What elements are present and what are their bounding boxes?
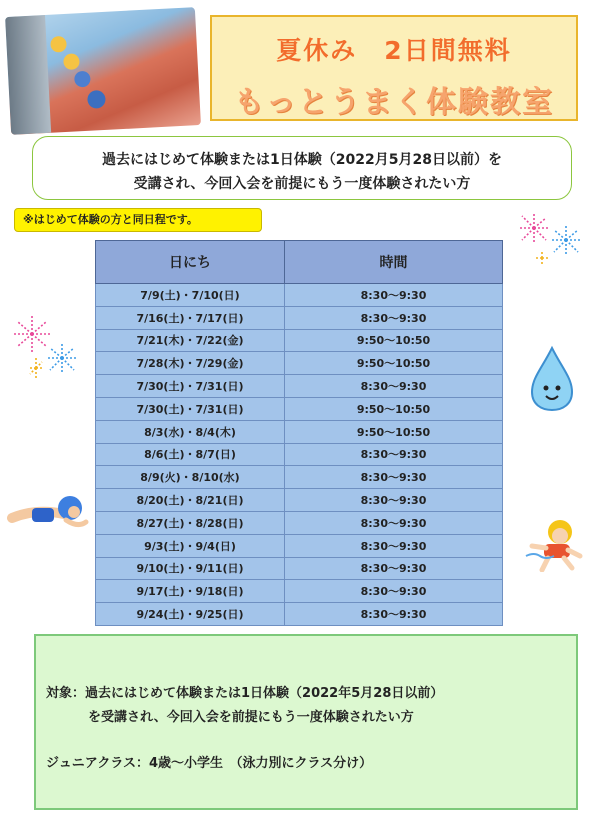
time-cell: 9:50～10:50 [285,352,503,375]
table-row [96,557,503,580]
junior-class-info: ジュニアクラス：4歳～小学生 （泳力別にクラス分け） [46,756,373,771]
title-banner [210,15,578,121]
fireworks-icon [10,312,82,384]
target-line-2: を受講され、今回入会を前提にもう一度体験されたい方 [88,710,414,725]
date-cell: 7/28(木)・7/29(金) [96,352,285,375]
table-header-row [96,241,503,284]
date-cell: 8/20(土)・8/21(日) [96,489,285,512]
date-cell: 7/16(土)・7/17(日) [96,306,285,329]
title-line-1: 夏休み 2日間無料 [276,36,512,65]
water-drop-mascot-icon [528,344,576,414]
date-cell: 7/9(土)・7/10(日) [96,284,285,307]
time-cell: 9:50～10:50 [285,420,503,443]
schedule-note: ※はじめて体験の方と同日程です。 [14,208,262,232]
pool-edge [5,15,51,135]
time-cell: 8:30～9:30 [285,284,503,307]
child-figure [74,71,91,88]
table-row [96,284,503,307]
time-cell: 8:30～9:30 [285,443,503,466]
time-cell: 8:30～9:30 [285,375,503,398]
date-cell: 7/30(土)・7/31(日) [96,397,285,420]
time-cell: 8:30～9:30 [285,511,503,534]
child-figure [87,90,106,109]
time-cell: 8:30～9:30 [285,306,503,329]
date-cell: 7/21(木)・7/22(金) [96,329,285,352]
time-cell: 8:30～9:30 [285,580,503,603]
intro-box [32,136,572,200]
time-cell: 9:50～10:50 [285,329,503,352]
table-row [96,580,503,603]
time-cell: 8:30～9:30 [285,489,503,512]
time-cell: 8:30～9:30 [285,466,503,489]
intro-line-1: 過去にはじめて体験または1日体験（2022月5月28日以前）を [102,152,502,168]
table-row [96,489,503,512]
time-cell: 9:50～10:50 [285,397,503,420]
pool-photo [5,7,201,135]
date-cell: 8/6(土)・8/7(日) [96,443,285,466]
schedule-table [95,240,503,626]
date-cell: 8/27(土)・8/28(日) [96,511,285,534]
column-header-date: 日にち [96,241,285,284]
details-box [34,634,578,810]
date-cell: 8/9(火)・8/10(水) [96,466,285,489]
table-row [96,466,503,489]
date-cell: 8/3(水)・8/4(木) [96,420,285,443]
date-cell: 9/10(土)・9/11(日) [96,557,285,580]
swimmer-icon [6,488,90,534]
table-row [96,511,503,534]
child-figure [50,36,67,53]
table-row [96,352,503,375]
child-swimmer-icon [524,516,584,572]
child-figure [63,53,80,70]
intro-line-2: 受講され、今回入会を前提にもう一度体験されたい方 [133,176,471,192]
fireworks-icon [512,208,586,270]
date-cell: 9/3(土)・9/4(日) [96,534,285,557]
title-line-2: もっとうまく体験教室 [234,85,554,120]
table-row [96,375,503,398]
date-cell: 7/30(土)・7/31(日) [96,375,285,398]
time-cell: 8:30～9:30 [285,534,503,557]
table-row [96,397,503,420]
table-row [96,534,503,557]
table-row [96,420,503,443]
table-row [96,329,503,352]
column-header-time: 時間 [285,241,503,284]
date-cell: 9/24(土)・9/25(日) [96,603,285,626]
time-cell: 8:30～9:30 [285,557,503,580]
date-cell: 9/17(土)・9/18(日) [96,580,285,603]
target-line-1: 対象：過去にはじめて体験または1日体験（2022年5月28日以前） [46,686,444,701]
table-row [96,443,503,466]
time-cell: 8:30～9:30 [285,603,503,626]
table-row [96,306,503,329]
table-row [96,603,503,626]
